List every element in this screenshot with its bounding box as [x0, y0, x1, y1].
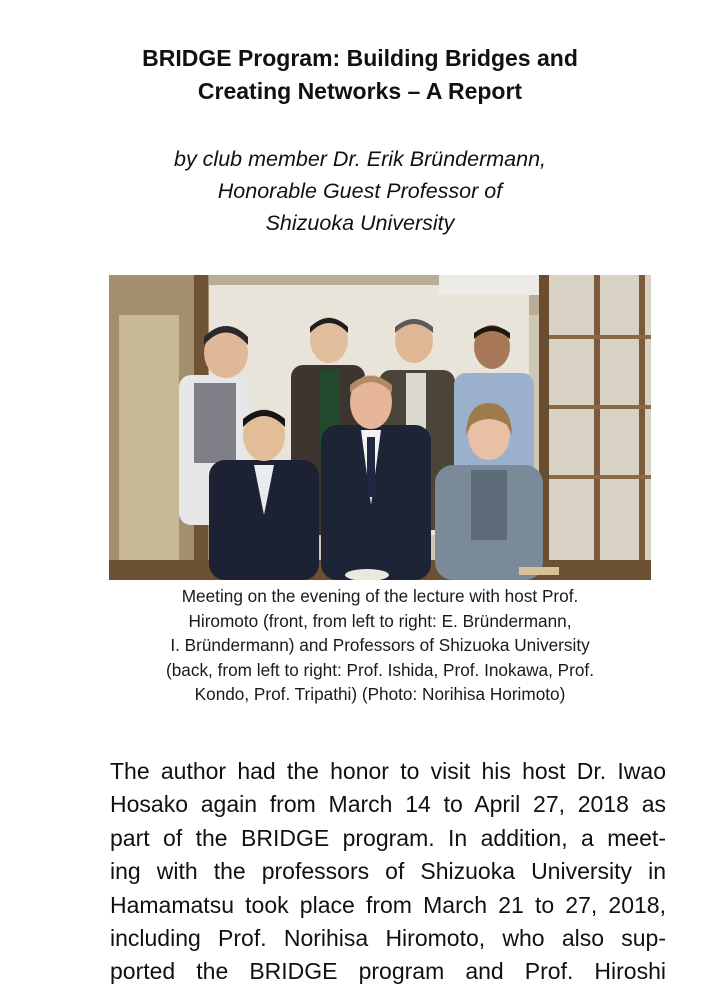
group-photo	[109, 275, 651, 580]
body-line-2: Hosako again from March 14 to April 27, 2018 as	[110, 791, 666, 818]
body-line-4: ing with the professors of Shizuoka University in	[110, 858, 666, 885]
caption-line-4: (back, from left to right: Prof. Ishida, Prof. Inokawa, Prof.	[166, 659, 594, 680]
body-line-6: including Prof. Norihisa Hiromoto, who also sup-	[110, 925, 666, 952]
byline-line-3: Shizuoka University	[265, 211, 455, 235]
caption-line-3: I. Bründermann) and Professors of Shizuoka University	[170, 635, 590, 655]
article-body	[110, 755, 666, 989]
byline-line-2: Honorable Guest Professor of	[217, 179, 503, 203]
author-byline	[0, 143, 720, 239]
article-title	[0, 42, 720, 108]
title-line-1: BRIDGE Program: Building Bridges and	[142, 45, 578, 71]
body-line-1: The author had the honor to visit his host Dr. Iwao	[110, 758, 666, 784]
group-photo-illustration	[109, 275, 651, 580]
photo-caption	[104, 584, 656, 707]
caption-line-5: Kondo, Prof. Tripathi) (Photo: Norihisa Horimoto)	[194, 684, 566, 704]
body-line-7: ported the BRIDGE program and Prof. Hiroshi	[110, 958, 666, 985]
title-line-2: Creating Networks – A Report	[197, 78, 523, 104]
byline-line-1: by club member Dr. Erik Bründermann,	[174, 147, 546, 171]
body-line-5: Hamamatsu took place from March 21 to 27, 2018,	[110, 891, 666, 918]
caption-line-2: Hiromoto (front, from left to right: E. Bründermann,	[188, 610, 572, 631]
body-line-3: part of the BRIDGE program. In addition, a meet-	[110, 824, 666, 851]
caption-line-1: Meeting on the evening of the lecture with host Prof.	[181, 586, 579, 606]
